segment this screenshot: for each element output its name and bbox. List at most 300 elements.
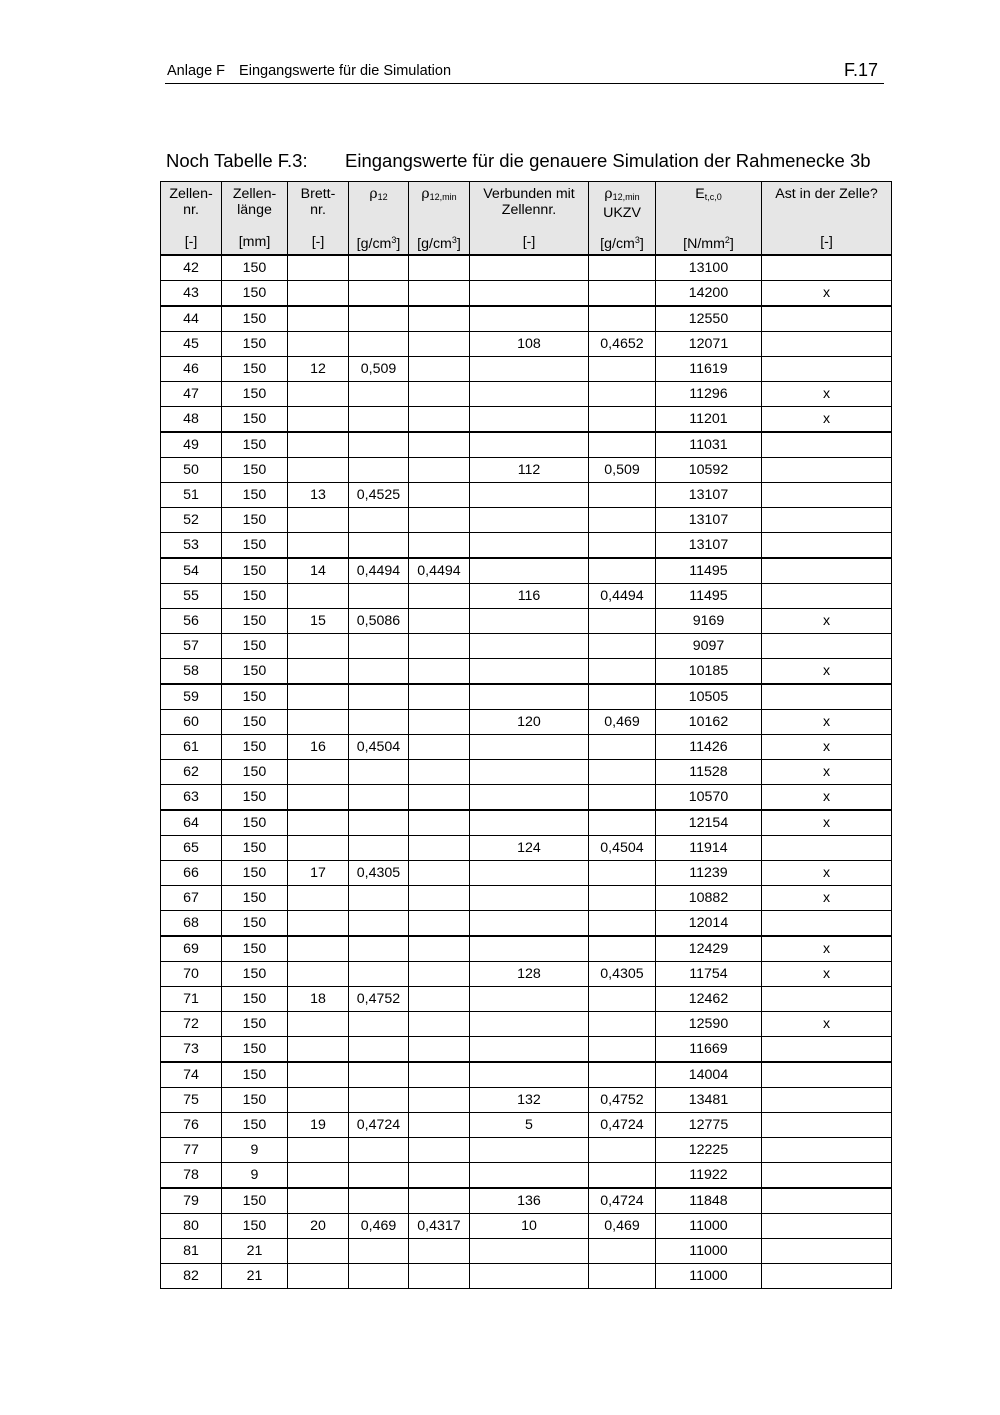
cell-rho12 bbox=[349, 886, 409, 911]
col-header-rho12min-ukzv bbox=[589, 182, 656, 231]
cell-verbunden bbox=[470, 987, 589, 1012]
cell-verbunden bbox=[470, 558, 589, 584]
table-row bbox=[161, 634, 892, 659]
cell-etc0: 9097 bbox=[656, 634, 762, 659]
cell-rho12min bbox=[409, 332, 470, 357]
cell-rho12min bbox=[409, 1113, 470, 1138]
cell-brettnr bbox=[288, 533, 349, 559]
cell-etc0: 11031 bbox=[656, 432, 762, 458]
unit-rho12min-ukzv bbox=[589, 230, 656, 255]
cell-zellennr: 71 bbox=[161, 987, 222, 1012]
cell-zellenlaenge: 150 bbox=[222, 659, 288, 685]
cell-zellenlaenge: 150 bbox=[222, 810, 288, 836]
cell-zellennr: 65 bbox=[161, 836, 222, 861]
cell-rho12 bbox=[349, 760, 409, 785]
cell-zellennr: 49 bbox=[161, 432, 222, 458]
cell-etc0: 11201 bbox=[656, 407, 762, 433]
cell-rho12min bbox=[409, 710, 470, 735]
running-header bbox=[167, 63, 451, 79]
rho12minukzv-subscript: 12,min bbox=[612, 192, 640, 202]
cell-zellenlaenge: 150 bbox=[222, 1012, 288, 1037]
cell-verbunden: 124 bbox=[470, 836, 589, 861]
col-brettnr-line1: Brett- bbox=[300, 186, 336, 202]
col-ast-line1: Ast in der Zelle? bbox=[775, 186, 878, 202]
cell-rho12min bbox=[409, 810, 470, 836]
table-row bbox=[161, 1012, 892, 1037]
cell-rho12: 0,4724 bbox=[349, 1113, 409, 1138]
cell-rho12min-ukzv bbox=[589, 760, 656, 785]
table-row bbox=[161, 432, 892, 458]
table-row bbox=[161, 710, 892, 735]
cell-rho12 bbox=[349, 785, 409, 811]
cell-verbunden bbox=[470, 760, 589, 785]
cell-brettnr bbox=[288, 659, 349, 685]
table-row bbox=[161, 281, 892, 307]
cell-ast bbox=[762, 1088, 892, 1113]
cell-zellennr: 70 bbox=[161, 962, 222, 987]
col-header-zellenlaenge bbox=[222, 182, 288, 231]
unit-post: ] bbox=[729, 236, 734, 252]
table-row bbox=[161, 483, 892, 508]
cell-zellennr: 68 bbox=[161, 911, 222, 937]
cell-rho12min-ukzv: 0,509 bbox=[589, 458, 656, 483]
cell-verbunden bbox=[470, 1012, 589, 1037]
cell-verbunden: 116 bbox=[470, 584, 589, 609]
cell-brettnr bbox=[288, 684, 349, 710]
cell-verbunden bbox=[470, 785, 589, 811]
table-row bbox=[161, 659, 892, 685]
cell-zellenlaenge: 150 bbox=[222, 911, 288, 937]
cell-ast: x bbox=[762, 1012, 892, 1037]
col-header-rho12 bbox=[349, 182, 409, 231]
cell-ast bbox=[762, 508, 892, 533]
cell-ast bbox=[762, 1264, 892, 1289]
cell-ast bbox=[762, 533, 892, 559]
cell-rho12min-ukzv bbox=[589, 558, 656, 584]
cell-rho12min-ukzv: 0,4752 bbox=[589, 1088, 656, 1113]
col-ukzv-line2: UKZV bbox=[603, 205, 641, 221]
cell-zellennr: 57 bbox=[161, 634, 222, 659]
cell-rho12min bbox=[409, 911, 470, 937]
table-row bbox=[161, 255, 892, 281]
cell-verbunden bbox=[470, 634, 589, 659]
cell-ast: x bbox=[762, 407, 892, 433]
cell-zellennr: 50 bbox=[161, 458, 222, 483]
cell-brettnr bbox=[288, 886, 349, 911]
cell-brettnr bbox=[288, 836, 349, 861]
cell-rho12min-ukzv bbox=[589, 609, 656, 634]
col-header-verbunden bbox=[470, 182, 589, 231]
cell-ast bbox=[762, 255, 892, 281]
cell-brettnr bbox=[288, 432, 349, 458]
cell-rho12min-ukzv: 0,469 bbox=[589, 710, 656, 735]
cell-verbunden bbox=[470, 911, 589, 937]
cell-brettnr bbox=[288, 508, 349, 533]
cell-brettnr bbox=[288, 1088, 349, 1113]
cell-rho12: 0,4752 bbox=[349, 987, 409, 1012]
unit-pre: [g/cm bbox=[417, 236, 452, 252]
unit-post: ] bbox=[639, 236, 644, 252]
cell-rho12 bbox=[349, 936, 409, 962]
cell-rho12min bbox=[409, 255, 470, 281]
cell-brettnr bbox=[288, 1188, 349, 1214]
cell-rho12min bbox=[409, 634, 470, 659]
unit-sup: 3 bbox=[634, 235, 640, 245]
unit-zellenlaenge: [mm] bbox=[222, 230, 288, 255]
col-header-brettnr bbox=[288, 182, 349, 231]
unit-post: ] bbox=[396, 236, 401, 252]
cell-rho12min bbox=[409, 407, 470, 433]
cell-rho12min-ukzv bbox=[589, 508, 656, 533]
cell-rho12min bbox=[409, 533, 470, 559]
cell-zellennr: 62 bbox=[161, 760, 222, 785]
col-header-ast bbox=[762, 182, 892, 231]
unit-sup: 2 bbox=[724, 235, 730, 245]
col-verbunden-line1: Verbunden mit bbox=[483, 186, 575, 202]
cell-etc0: 11528 bbox=[656, 760, 762, 785]
cell-verbunden bbox=[470, 609, 589, 634]
cell-verbunden bbox=[470, 684, 589, 710]
cell-etc0: 14200 bbox=[656, 281, 762, 307]
cell-rho12min bbox=[409, 1088, 470, 1113]
table-row bbox=[161, 987, 892, 1012]
cell-verbunden bbox=[470, 735, 589, 760]
cell-rho12: 0,469 bbox=[349, 1214, 409, 1239]
cell-rho12min bbox=[409, 382, 470, 407]
cell-rho12min-ukzv bbox=[589, 886, 656, 911]
cell-rho12min bbox=[409, 458, 470, 483]
cell-zellenlaenge: 150 bbox=[222, 710, 288, 735]
cell-verbunden: 112 bbox=[470, 458, 589, 483]
cell-brettnr: 16 bbox=[288, 735, 349, 760]
cell-etc0: 11848 bbox=[656, 1188, 762, 1214]
cell-brettnr bbox=[288, 407, 349, 433]
cell-zellennr: 59 bbox=[161, 684, 222, 710]
cell-ast: x bbox=[762, 609, 892, 634]
cell-rho12min bbox=[409, 281, 470, 307]
unit-rho12 bbox=[349, 230, 409, 255]
cell-zellenlaenge: 150 bbox=[222, 255, 288, 281]
cell-ast bbox=[762, 558, 892, 584]
cell-rho12: 0,5086 bbox=[349, 609, 409, 634]
table-row bbox=[161, 1188, 892, 1214]
cell-ast: x bbox=[762, 760, 892, 785]
cell-ast bbox=[762, 584, 892, 609]
unit-pre: [N/mm bbox=[683, 236, 725, 252]
cell-verbunden bbox=[470, 281, 589, 307]
cell-zellennr: 64 bbox=[161, 810, 222, 836]
cell-rho12min bbox=[409, 1239, 470, 1264]
cell-rho12min bbox=[409, 1037, 470, 1063]
cell-rho12min-ukzv bbox=[589, 810, 656, 836]
cell-etc0: 11495 bbox=[656, 584, 762, 609]
col-zellennr-line2: nr. bbox=[183, 202, 199, 218]
cell-ast bbox=[762, 1138, 892, 1163]
header-row-labels bbox=[161, 182, 892, 231]
cell-rho12 bbox=[349, 458, 409, 483]
cell-rho12min: 0,4494 bbox=[409, 558, 470, 584]
table-row bbox=[161, 357, 892, 382]
cell-rho12 bbox=[349, 533, 409, 559]
cell-etc0: 11914 bbox=[656, 836, 762, 861]
table-row bbox=[161, 810, 892, 836]
cell-verbunden: 10 bbox=[470, 1214, 589, 1239]
cell-ast bbox=[762, 1163, 892, 1189]
cell-zellennr: 61 bbox=[161, 735, 222, 760]
cell-brettnr bbox=[288, 634, 349, 659]
cell-rho12 bbox=[349, 911, 409, 937]
cell-zellennr: 76 bbox=[161, 1113, 222, 1138]
cell-rho12min-ukzv bbox=[589, 861, 656, 886]
cell-zellenlaenge: 150 bbox=[222, 382, 288, 407]
cell-zellennr: 43 bbox=[161, 281, 222, 307]
cell-brettnr bbox=[288, 584, 349, 609]
cell-zellenlaenge: 150 bbox=[222, 1188, 288, 1214]
cell-brettnr bbox=[288, 962, 349, 987]
cell-rho12min bbox=[409, 1062, 470, 1088]
cell-etc0: 10185 bbox=[656, 659, 762, 685]
cell-zellennr: 55 bbox=[161, 584, 222, 609]
cell-rho12 bbox=[349, 382, 409, 407]
cell-rho12min-ukzv: 0,4724 bbox=[589, 1188, 656, 1214]
cell-verbunden bbox=[470, 861, 589, 886]
col-zellennr-line1: Zellen- bbox=[169, 186, 213, 202]
unit-sup: 3 bbox=[451, 235, 457, 245]
cell-zellenlaenge: 150 bbox=[222, 458, 288, 483]
cell-verbunden: 128 bbox=[470, 962, 589, 987]
cell-rho12min-ukzv bbox=[589, 1062, 656, 1088]
cell-ast bbox=[762, 1062, 892, 1088]
cell-rho12 bbox=[349, 407, 409, 433]
cell-rho12min-ukzv bbox=[589, 306, 656, 332]
col-verbunden-line2: Zellennr. bbox=[501, 202, 557, 218]
cell-rho12min bbox=[409, 936, 470, 962]
cell-zellennr: 78 bbox=[161, 1163, 222, 1189]
cell-verbunden: 136 bbox=[470, 1188, 589, 1214]
cell-rho12: 0,4305 bbox=[349, 861, 409, 886]
table-row bbox=[161, 684, 892, 710]
cell-ast: x bbox=[762, 936, 892, 962]
cell-rho12min-ukzv bbox=[589, 255, 656, 281]
cell-brettnr bbox=[288, 1264, 349, 1289]
cell-brettnr: 13 bbox=[288, 483, 349, 508]
cell-verbunden bbox=[470, 306, 589, 332]
table-row bbox=[161, 306, 892, 332]
table-caption bbox=[166, 150, 871, 172]
cell-verbunden: 132 bbox=[470, 1088, 589, 1113]
table-row bbox=[161, 911, 892, 937]
cell-zellenlaenge: 150 bbox=[222, 861, 288, 886]
cell-ast: x bbox=[762, 281, 892, 307]
cell-rho12 bbox=[349, 659, 409, 685]
table-row bbox=[161, 584, 892, 609]
cell-rho12min-ukzv bbox=[589, 911, 656, 937]
cell-etc0: 11000 bbox=[656, 1214, 762, 1239]
cell-verbunden bbox=[470, 810, 589, 836]
cell-rho12min-ukzv bbox=[589, 1037, 656, 1063]
cell-rho12 bbox=[349, 1239, 409, 1264]
header-annex-title: Eingangswerte für die Simulation bbox=[239, 63, 452, 79]
cell-ast: x bbox=[762, 810, 892, 836]
cell-zellenlaenge: 150 bbox=[222, 332, 288, 357]
cell-rho12 bbox=[349, 710, 409, 735]
cell-verbunden: 108 bbox=[470, 332, 589, 357]
cell-etc0: 10162 bbox=[656, 710, 762, 735]
cell-brettnr: 20 bbox=[288, 1214, 349, 1239]
cell-brettnr bbox=[288, 710, 349, 735]
table-row bbox=[161, 458, 892, 483]
cell-zellennr: 51 bbox=[161, 483, 222, 508]
cell-rho12 bbox=[349, 255, 409, 281]
cell-rho12: 0,4494 bbox=[349, 558, 409, 584]
cell-brettnr: 18 bbox=[288, 987, 349, 1012]
col-header-rho12min bbox=[409, 182, 470, 231]
cell-rho12min-ukzv bbox=[589, 684, 656, 710]
col-zellenlaenge-line1: Zellen- bbox=[232, 186, 277, 202]
cell-rho12min-ukzv bbox=[589, 407, 656, 433]
cell-etc0: 12014 bbox=[656, 911, 762, 937]
cell-rho12min-ukzv bbox=[589, 735, 656, 760]
cell-rho12min-ukzv bbox=[589, 432, 656, 458]
rho12-subscript: 12 bbox=[377, 192, 388, 202]
cell-verbunden bbox=[470, 1163, 589, 1189]
cell-etc0: 12550 bbox=[656, 306, 762, 332]
table-row bbox=[161, 1264, 892, 1289]
cell-brettnr bbox=[288, 281, 349, 307]
cell-ast bbox=[762, 1188, 892, 1214]
cell-verbunden bbox=[470, 407, 589, 433]
cell-rho12 bbox=[349, 1138, 409, 1163]
cell-rho12min bbox=[409, 760, 470, 785]
table-row bbox=[161, 861, 892, 886]
cell-rho12min bbox=[409, 584, 470, 609]
col-header-zellennr bbox=[161, 182, 222, 231]
cell-zellennr: 47 bbox=[161, 382, 222, 407]
cell-rho12min bbox=[409, 861, 470, 886]
cell-rho12min bbox=[409, 609, 470, 634]
cell-zellenlaenge: 150 bbox=[222, 281, 288, 307]
cell-ast: x bbox=[762, 735, 892, 760]
table-row bbox=[161, 936, 892, 962]
table-row bbox=[161, 836, 892, 861]
cell-rho12min bbox=[409, 1264, 470, 1289]
cell-zellennr: 48 bbox=[161, 407, 222, 433]
cell-brettnr bbox=[288, 1062, 349, 1088]
cell-brettnr bbox=[288, 255, 349, 281]
unit-rho12min bbox=[409, 230, 470, 255]
input-values-table bbox=[160, 181, 892, 1289]
cell-rho12: 0,4525 bbox=[349, 483, 409, 508]
cell-ast bbox=[762, 483, 892, 508]
table-row bbox=[161, 785, 892, 811]
cell-rho12min bbox=[409, 1163, 470, 1189]
cell-ast: x bbox=[762, 382, 892, 407]
cell-zellenlaenge: 150 bbox=[222, 609, 288, 634]
header-rule bbox=[165, 83, 884, 84]
cell-brettnr: 17 bbox=[288, 861, 349, 886]
cell-verbunden bbox=[470, 533, 589, 559]
cell-brettnr: 14 bbox=[288, 558, 349, 584]
cell-rho12min-ukzv bbox=[589, 357, 656, 382]
cell-rho12min-ukzv: 0,4652 bbox=[589, 332, 656, 357]
cell-verbunden bbox=[470, 483, 589, 508]
unit-pre: [g/cm bbox=[600, 236, 635, 252]
table-row bbox=[161, 332, 892, 357]
cell-rho12min bbox=[409, 785, 470, 811]
cell-rho12min bbox=[409, 1012, 470, 1037]
cell-zellenlaenge: 150 bbox=[222, 1214, 288, 1239]
cell-zellennr: 69 bbox=[161, 936, 222, 962]
cell-brettnr bbox=[288, 458, 349, 483]
cell-rho12min-ukzv bbox=[589, 1239, 656, 1264]
cell-rho12min-ukzv bbox=[589, 659, 656, 685]
cell-rho12 bbox=[349, 281, 409, 307]
cell-rho12min bbox=[409, 886, 470, 911]
table-row bbox=[161, 735, 892, 760]
table-row bbox=[161, 1088, 892, 1113]
cell-brettnr bbox=[288, 1239, 349, 1264]
unit-verbunden: [-] bbox=[470, 230, 589, 255]
cell-zellennr: 80 bbox=[161, 1214, 222, 1239]
cell-rho12 bbox=[349, 684, 409, 710]
cell-zellennr: 53 bbox=[161, 533, 222, 559]
cell-zellennr: 46 bbox=[161, 357, 222, 382]
cell-zellenlaenge: 150 bbox=[222, 1088, 288, 1113]
cell-ast: x bbox=[762, 785, 892, 811]
cell-verbunden bbox=[470, 1062, 589, 1088]
cell-etc0: 11426 bbox=[656, 735, 762, 760]
cell-zellenlaenge: 150 bbox=[222, 483, 288, 508]
cell-ast: x bbox=[762, 886, 892, 911]
cell-verbunden bbox=[470, 659, 589, 685]
cell-rho12 bbox=[349, 432, 409, 458]
cell-etc0: 13107 bbox=[656, 533, 762, 559]
cell-rho12 bbox=[349, 1088, 409, 1113]
cell-ast bbox=[762, 357, 892, 382]
cell-rho12 bbox=[349, 1188, 409, 1214]
cell-zellenlaenge: 150 bbox=[222, 508, 288, 533]
cell-rho12min bbox=[409, 659, 470, 685]
col-header-etc0 bbox=[656, 182, 762, 231]
cell-etc0: 14004 bbox=[656, 1062, 762, 1088]
cell-zellenlaenge: 21 bbox=[222, 1239, 288, 1264]
cell-zellenlaenge: 150 bbox=[222, 735, 288, 760]
page-number: F.17 bbox=[843, 60, 878, 80]
table-row bbox=[161, 1138, 892, 1163]
e-symbol: E bbox=[695, 186, 705, 202]
cell-ast bbox=[762, 1214, 892, 1239]
unit-pre: [g/cm bbox=[356, 236, 392, 252]
cell-zellenlaenge: 150 bbox=[222, 1037, 288, 1063]
rho-symbol: ρ bbox=[421, 186, 430, 202]
cell-zellennr: 44 bbox=[161, 306, 222, 332]
table-row bbox=[161, 382, 892, 407]
cell-verbunden bbox=[470, 432, 589, 458]
cell-ast bbox=[762, 458, 892, 483]
unit-sup: 3 bbox=[391, 235, 397, 245]
cell-rho12min-ukzv bbox=[589, 483, 656, 508]
cell-zellennr: 66 bbox=[161, 861, 222, 886]
table-row bbox=[161, 558, 892, 584]
table-row bbox=[161, 1037, 892, 1063]
cell-rho12min-ukzv: 0,4724 bbox=[589, 1113, 656, 1138]
cell-rho12: 0,509 bbox=[349, 357, 409, 382]
cell-ast bbox=[762, 1113, 892, 1138]
cell-zellennr: 60 bbox=[161, 710, 222, 735]
cell-etc0: 11619 bbox=[656, 357, 762, 382]
cell-rho12min bbox=[409, 483, 470, 508]
etc0-subscript: t,c,0 bbox=[704, 192, 722, 202]
